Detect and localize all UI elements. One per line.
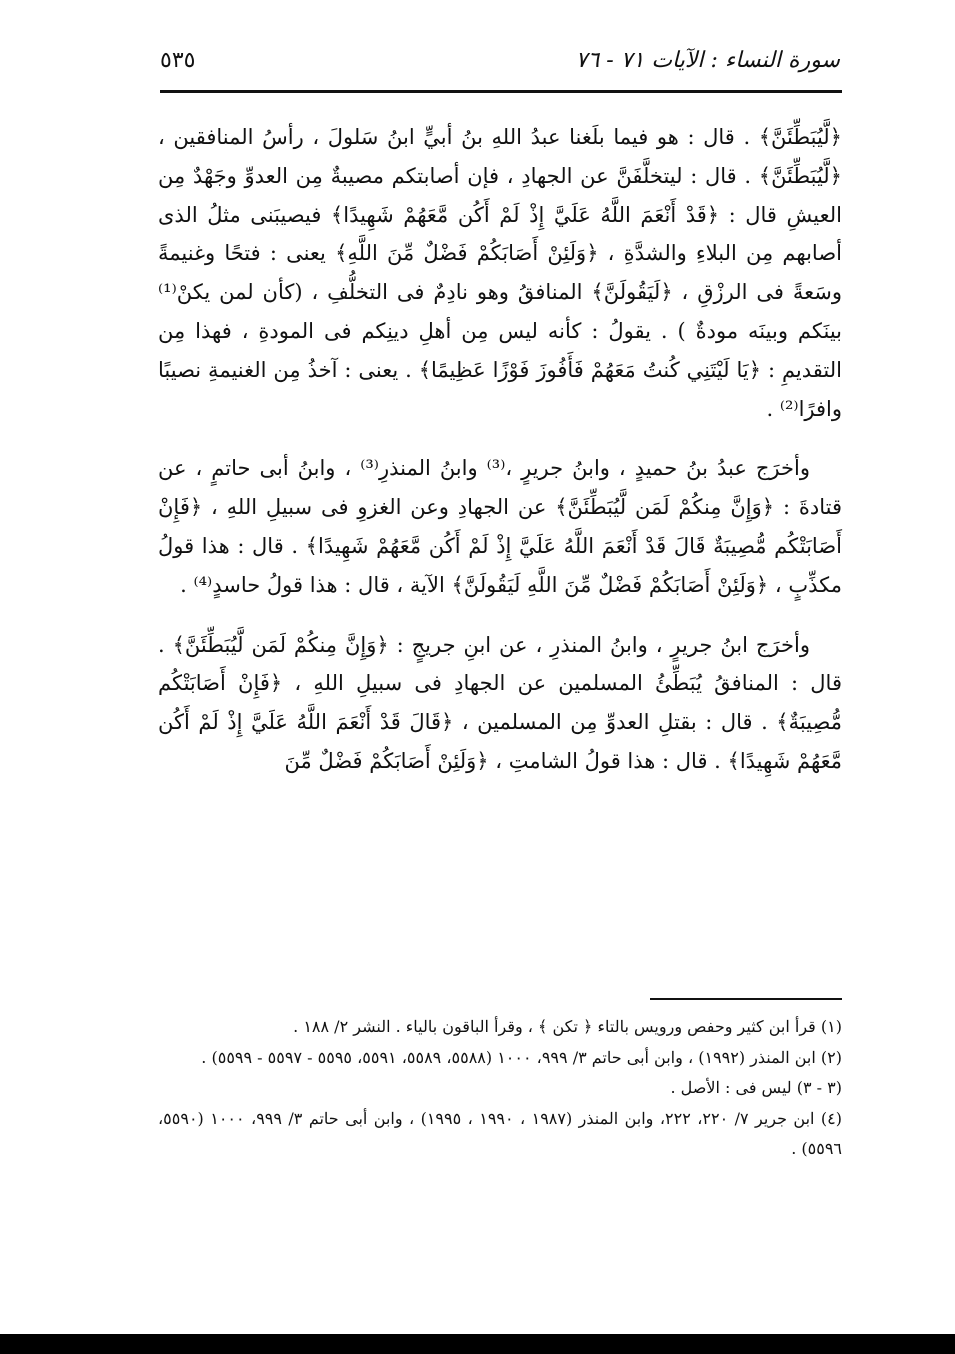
header-divider — [160, 90, 842, 93]
paragraph: وأخرَج ابنُ جريرٍ ، وابنُ المنذرِ ، عن ابنِ جريجٍ : ﴿وَإِنَّ مِنكُمْ لَمَن لَّيُبَطِّئَنَّ﴾ . قال : المنافقُ يُبَطِّئُ المسلمين عن الجهادِ فى سبيلِ اللهِ ، ﴿فَإِنْ أَصَابَتْكُم مُّصِيبَةٌ﴾ . قال : بقتلِ العدوِّ مِن المسلمين ، ﴿قَالَ قَدْ أَنْعَمَ اللَّهُ عَلَيَّ إِذْ لَمْ أَكُن مَّعَهُمْ شَهِيدًا﴾ . قال : هذا قولُ الشامتِ ، ﴿وَلَئِنْ أَصَابَكُمْ فَضْلٌ مِّنَ — [158, 632, 842, 773]
page-number: ٥٣٥ — [160, 47, 196, 73]
footnote-divider — [650, 998, 842, 1000]
main-text — [158, 118, 842, 781]
paragraph: وأخرَج عبدُ بنُ حميدٍ ، وابنُ جريرٍ ،⁽³⁾ وابنُ المنذرِ⁽³⁾ ، وابنُ أبى حاتمٍ ، عن قتادةَ : ﴿وَإِنَّ مِنكُمْ لَمَن لَّيُبَطِّئَنَّ﴾ عن الجهادِ وعن الغزوِ فى سبيلِ اللهِ ، ﴿فَإِنْ أَصَابَتْكُم مُّصِيبَةٌ قَالَ قَدْ أَنْعَمَ اللَّهُ عَلَيَّ إِذْ لَمْ أَكُن مَّعَهُمْ شَهِيدًا﴾ . قال : هذا قولُ مكذِّبٍ ، ﴿وَلَئِنْ أَصَابَكُمْ فَضْلٌ مِّنَ اللَّهِ لَيَقُولَنَّ﴾ الآية ، قال : هذا قولُ حاسدٍ⁽⁴⁾ . — [158, 456, 842, 597]
footnotes — [158, 1012, 842, 1165]
footnote: (٣ - ٣) ليس فى : الأصل . — [670, 1078, 842, 1097]
footnote: (١) قرأ ابن كثير وحفص ورويس بالتاء ﴿ تكن ﴾ ، وقرأ الباقون بالياء . النشر ٢/ ١٨٨ . — [293, 1017, 842, 1036]
page-header — [160, 40, 840, 80]
scan-edge — [0, 1334, 955, 1354]
running-title: سورة النساء : الآيات ٧١ - ٧٦ — [575, 47, 840, 73]
footnote: (٢) ابن المنذر (١٩٩٢) ، وابن أبى حاتم ٣/ ٩٩٩، ١٠٠٠ (٥٥٨٨، ٥٥٨٩، ٥٥٩١، ٥٥٩٥ - ٥٥٩٧ - ٥٥٩٩) . — [201, 1047, 842, 1067]
paragraph: ﴿لَّيُبَطِّئَنَّ﴾ . قال : هو فيما بلَغنا عبدُ اللهِ بنُ أبيٍّ ابنُ سَلولَ ، رأسُ المنافقين ، ﴿لَّيُبَطِّئَنَّ﴾ . قال : ليتخلَّفَنَّ عن الجهادِ ، فإن أصابتكم مصيبةٌ مِن العدوِّ وجَهْدٌ مِن العيشِ قال : ﴿قَدْ أَنْعَمَ اللَّهُ عَلَيَّ إِذْ لَمْ أَكُن مَّعَهُمْ شَهِيدًا﴾ فيصيبَنى مثلُ الذى أصابهم مِن البلاءِ والشدَّةِ ، ﴿وَلَئِنْ أَصَابَكُمْ فَضْلٌ مِّنَ اللَّهِ﴾ يعنى : فتحًا وغنيمةً وسَعةً فى الرزْقِ ، ﴿لَيَقُولَنَّ﴾ المنافقُ وهو نادِمٌ فى التخلُّفِ ، (كأن لمن يكنْ⁽¹⁾ بينَكم وبينَه مودةٌ ) . يقولُ : كأنه ليس مِن أهلِ دينِكم فى المودةِ ، فهذا مِن التقديمِ : ﴿يَا لَيْتَنِي كُنتُ مَعَهُمْ فَأَفُوزَ فَوْزًا عَظِيمًا﴾ . يعنى : آخذُ مِن الغنيمةِ نصيبًا وافرًا⁽²⁾ . — [158, 125, 842, 421]
footnote: (٤) ابن جرير ٧/ ٢٢٠، ٢٢٢، وابن المنذر (١٩٨٧ ، ١٩٩٠ ، ١٩٩٥) ، وابن أبى حاتم ٣/ ٩٩٩، ١٠٠٠ (٥٥٩٠، ٥٥٩٦) . — [158, 1108, 843, 1158]
